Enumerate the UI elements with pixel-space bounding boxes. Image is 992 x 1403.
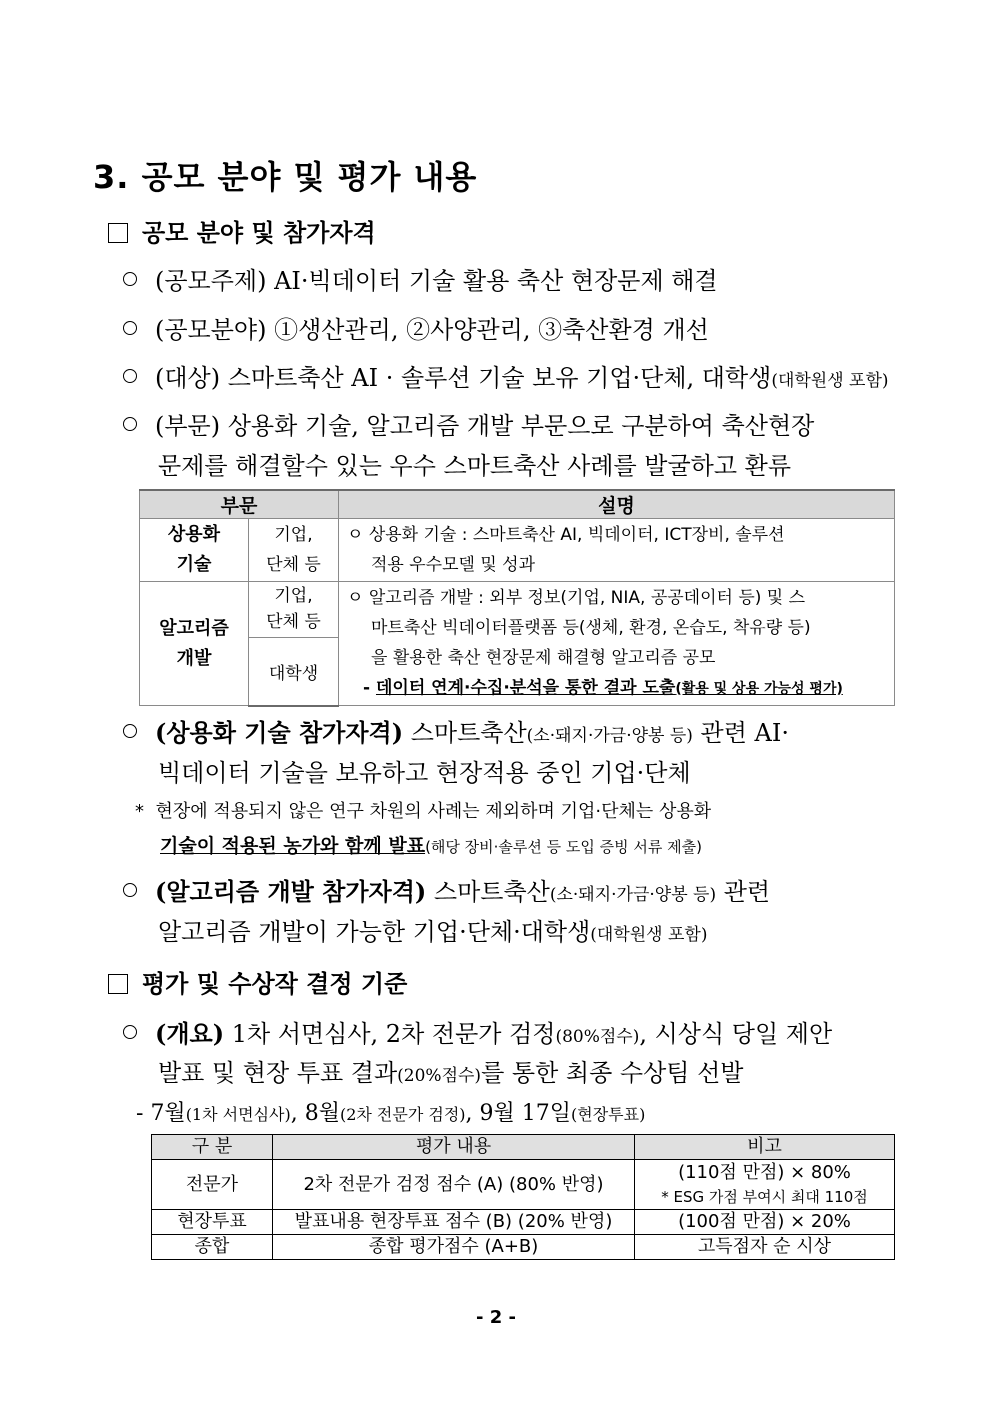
checkbox-square-icon: [108, 974, 128, 994]
table-cell-category: 상용화 기술: [140, 519, 249, 582]
note-text: * 현장에 적용되지 않은 연구 차원의 사례는 제외하며 기업·단체는 상용화: [135, 801, 712, 822]
list-item-division: (부문) 상용화 기술, 알고리즘 개발 부문으로 구분하여 축산현장: [123, 406, 814, 441]
schedule-line: - 7월(1차 서면심사), 8월(2차 전문가 검정), 9월 17일(현장투표): [136, 1101, 646, 1126]
table-row: 현장투표 발표내용 현장투표 점수 (B) (20% 반영) (100점 만점) × 20%: [152, 1210, 895, 1235]
table-cell-description: ㅇ 상용화 기술 : 스마트축산 AI, 빅데이터, ICT장비, 솔루션 적용 우수모델 및 성과: [339, 519, 895, 582]
list-item-commercial-cont: 빅데이터 기술을 보유하고 현장적용 중인 기업·단체: [158, 759, 691, 787]
table-header-division: 부문: [140, 490, 339, 519]
note-text-cont: 기술이 적용된 농가와 함께 발표(해당 장비·솔루션 등 도입 증빙 서류 제출): [160, 835, 702, 857]
evaluation-table: [151, 1134, 895, 1260]
table-header-description: 설명: [339, 490, 895, 519]
list-item-overview-cont: 발표 및 현장 투표 결과(20%점수)를 통한 최종 수상팀 선발: [158, 1059, 744, 1087]
table-row: 전문가 2차 전문가 검정 점수 (A) (80% 반영) (110점 만점) × 80% * ESG 가점 부여시 최대 110점: [152, 1160, 895, 1210]
circle-bullet-icon: [123, 272, 137, 286]
list-item-commercial: (상용화 기술 참가자격) 스마트축산(소·돼지·가금·양봉 등) 관련 AI·: [123, 713, 789, 748]
circle-bullet-icon: [123, 369, 137, 383]
section-title-entry: [108, 213, 376, 248]
circle-bullet-icon: [123, 321, 137, 335]
section-title-text: 평가 및 수상작 결정 기준: [142, 969, 408, 998]
table-cell-target: 대학생: [249, 637, 339, 705]
page-number: - 2 -: [476, 1307, 516, 1328]
table-header-content: 평가 내용: [273, 1135, 635, 1160]
circle-bullet-icon: [123, 1025, 137, 1039]
list-item-theme: (공모주제) AI·빅데이터 기술 활용 축산 현장문제 해결: [123, 261, 718, 296]
table-cell-category: 알고리즘 개발: [140, 582, 249, 706]
section-title-evaluation: [108, 964, 407, 999]
checkbox-square-icon: [108, 223, 128, 243]
table-sub-item: - 데이터 연계·수집·분석을 통한 결과 도출(활용 및 상용 가능성 평가): [363, 678, 843, 698]
section-title-text: 공모 분야 및 참가자격: [142, 218, 376, 247]
circle-bullet-icon: [123, 724, 137, 738]
list-item-algorithm-cont: 알고리즘 개발이 가능한 기업·단체·대학생(대학원생 포함): [158, 918, 708, 946]
list-item-algorithm: (알고리즘 개발 참가자격) 스마트축산(소·돼지·가금·양봉 등) 관련: [123, 872, 770, 907]
list-item-overview: (개요) 1차 서면심사, 2차 전문가 검정(80%점수), 시상식 당일 제안: [123, 1014, 832, 1049]
page-heading: 3. 공모 분야 및 평가 내용: [93, 158, 478, 196]
division-table: [139, 489, 895, 707]
table-cell-description: ㅇ 알고리즘 개발 : 외부 정보(기업, NIA, 공공데이터 등) 및 스 마트축산 빅데이터플랫폼 등(생체, 환경, 온습도, 착유량 등) 을 활용한 축산 현장문제 해결형 알고리즘 공모 - 데이터 연계·수집·분석을 통한 결과 도출(활용 및 상용 가능성 평가): [339, 582, 895, 706]
table-header-remark: 비고: [635, 1135, 895, 1160]
table-cell-target: 기업, 단체 등: [249, 582, 339, 638]
table-row: 종합 종합 평가점수 (A+B) 고득점자 순 시상: [152, 1235, 895, 1260]
circle-bullet-icon: [123, 883, 137, 897]
table-cell-target: 기업, 단체 등: [249, 519, 339, 582]
circle-bullet-icon: [123, 417, 137, 431]
list-item-target: (대상) 스마트축산 AI · 솔루션 기술 보유 기업·단체, 대학생(대학원생 포함): [123, 358, 889, 393]
list-item-division-cont: 문제를 해결할수 있는 우수 스마트축산 사례를 발굴하고 환류: [158, 452, 792, 480]
table-header-category: 구 분: [152, 1135, 273, 1160]
list-item-field: (공모분야) ①생산관리, ②사양관리, ③축산환경 개선: [123, 310, 709, 345]
